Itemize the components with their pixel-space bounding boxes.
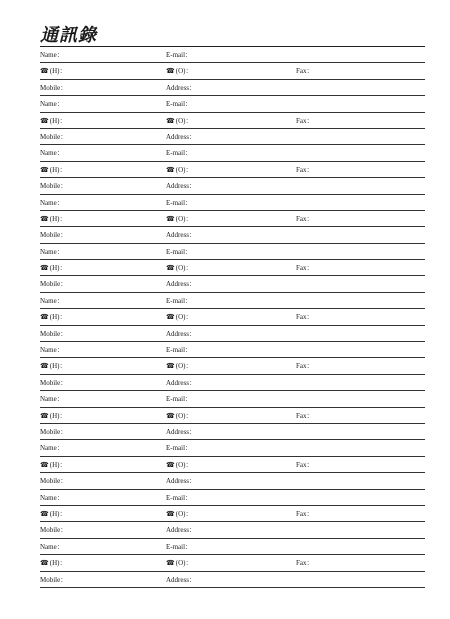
fax-field-label bbox=[296, 211, 314, 227]
home-phone-field-label bbox=[40, 162, 66, 178]
mobile-field-label bbox=[40, 80, 67, 96]
fax-field-label bbox=[296, 260, 314, 276]
office-phone-field-label bbox=[166, 260, 192, 276]
home-phone-field-label bbox=[40, 113, 66, 129]
field-label-text: Fax： bbox=[296, 313, 314, 322]
field-label-text: Name： bbox=[40, 149, 64, 158]
telephone-icon: ☎ bbox=[40, 313, 49, 322]
entry-row-phone bbox=[40, 408, 425, 424]
telephone-icon: ☎ bbox=[40, 509, 49, 518]
mobile-field-label bbox=[40, 178, 67, 194]
telephone-icon: ☎ bbox=[40, 165, 49, 174]
name-field-label bbox=[40, 342, 64, 358]
field-label-text: E-mail： bbox=[166, 51, 193, 59]
email-field-label bbox=[166, 244, 192, 260]
fax-field-label bbox=[296, 457, 314, 473]
contact-entry bbox=[40, 145, 425, 194]
telephone-icon: ☎ bbox=[166, 67, 175, 76]
field-label-text: Mobile： bbox=[40, 378, 68, 387]
entry-row-name bbox=[40, 440, 425, 456]
address-field-label bbox=[166, 572, 196, 588]
name-field-label bbox=[40, 145, 64, 161]
email-field-label bbox=[166, 440, 192, 456]
field-label-text: Address： bbox=[166, 231, 196, 240]
field-label-text: Name： bbox=[40, 198, 64, 207]
home-phone-field-label bbox=[40, 211, 66, 227]
telephone-icon: ☎ bbox=[40, 362, 49, 371]
field-label-text: (O)： bbox=[175, 509, 193, 518]
telephone-icon: ☎ bbox=[166, 559, 175, 568]
field-label-text: (H)： bbox=[49, 362, 67, 371]
office-phone-field-label bbox=[166, 162, 192, 178]
field-label-text: Address： bbox=[166, 526, 196, 535]
entry-row-name bbox=[40, 490, 425, 506]
mobile-field-label bbox=[40, 375, 67, 391]
address-field-label bbox=[166, 129, 196, 145]
contact-entry bbox=[40, 342, 425, 391]
entry-row-name bbox=[40, 293, 425, 309]
field-label-text: Fax： bbox=[296, 509, 314, 518]
address-field-label bbox=[166, 424, 196, 440]
telephone-icon: ☎ bbox=[166, 509, 175, 518]
field-label-text: E-mail： bbox=[166, 149, 193, 158]
field-label-text: Address： bbox=[166, 378, 196, 387]
field-label-text: Fax： bbox=[296, 264, 314, 273]
entry-row-name bbox=[40, 342, 425, 358]
field-label-text: Name： bbox=[40, 296, 64, 305]
telephone-icon: ☎ bbox=[166, 460, 175, 469]
field-label-text: E-mail： bbox=[166, 493, 193, 502]
fax-field-label bbox=[296, 555, 314, 571]
field-label-text: Name： bbox=[40, 444, 64, 453]
page-title: 通訊錄 bbox=[40, 25, 97, 45]
name-field-label bbox=[40, 391, 64, 407]
entry-row-mobile bbox=[40, 227, 425, 243]
home-phone-field-label bbox=[40, 555, 66, 571]
telephone-icon: ☎ bbox=[40, 116, 49, 125]
fax-field-label bbox=[296, 309, 314, 325]
name-field-label bbox=[40, 293, 64, 309]
entry-row-phone bbox=[40, 309, 425, 325]
entry-row-phone bbox=[40, 506, 425, 522]
field-label-text: Address： bbox=[166, 329, 196, 338]
contact-entry bbox=[40, 293, 425, 342]
entry-row-mobile bbox=[40, 80, 425, 96]
name-field-label bbox=[40, 96, 64, 112]
office-phone-field-label bbox=[166, 555, 192, 571]
field-label-text: E-mail： bbox=[166, 296, 193, 305]
field-label-text: (O)： bbox=[175, 165, 193, 174]
field-label-text: Mobile： bbox=[40, 526, 68, 535]
telephone-icon: ☎ bbox=[166, 214, 175, 223]
field-label-text: (H)： bbox=[49, 559, 67, 568]
email-field-label bbox=[166, 145, 192, 161]
entry-row-mobile bbox=[40, 178, 425, 194]
field-label-text: (O)： bbox=[175, 460, 193, 469]
field-label-text: Name： bbox=[40, 395, 64, 404]
contact-entry bbox=[40, 391, 425, 440]
contact-entry bbox=[40, 244, 425, 293]
field-label-text: Name： bbox=[40, 100, 64, 109]
field-label-text: Address： bbox=[166, 132, 196, 141]
mobile-field-label bbox=[40, 572, 67, 588]
entry-row-mobile bbox=[40, 522, 425, 538]
name-field-label bbox=[40, 244, 64, 260]
contact-entry bbox=[40, 440, 425, 489]
telephone-icon: ☎ bbox=[166, 165, 175, 174]
entry-row-name bbox=[40, 96, 425, 112]
entry-row-phone bbox=[40, 260, 425, 276]
entry-row-mobile bbox=[40, 375, 425, 391]
mobile-field-label bbox=[40, 326, 67, 342]
field-label-text: E-mail： bbox=[166, 395, 193, 404]
office-phone-field-label bbox=[166, 211, 192, 227]
field-label-text: Name： bbox=[40, 346, 64, 355]
entry-row-name bbox=[40, 244, 425, 260]
field-label-text: (H)： bbox=[49, 460, 67, 469]
contact-entry bbox=[40, 539, 425, 588]
email-field-label bbox=[166, 490, 192, 506]
name-field-label bbox=[40, 195, 64, 211]
field-label-text: Fax： bbox=[296, 362, 314, 371]
mobile-field-label bbox=[40, 424, 67, 440]
entry-row-mobile bbox=[40, 473, 425, 489]
email-field-label bbox=[166, 47, 192, 63]
home-phone-field-label bbox=[40, 506, 66, 522]
name-field-label bbox=[40, 47, 64, 63]
office-phone-field-label bbox=[166, 358, 192, 374]
fax-field-label bbox=[296, 408, 314, 424]
field-label-text: E-mail： bbox=[166, 247, 193, 256]
field-label-text: E-mail： bbox=[166, 346, 193, 355]
email-field-label bbox=[166, 391, 192, 407]
email-field-label bbox=[166, 539, 192, 555]
home-phone-field-label bbox=[40, 63, 66, 79]
telephone-icon: ☎ bbox=[40, 559, 49, 568]
field-label-text: Name： bbox=[40, 247, 64, 256]
telephone-icon: ☎ bbox=[166, 264, 175, 273]
entry-row-mobile bbox=[40, 326, 425, 342]
entry-row-mobile bbox=[40, 276, 425, 292]
contact-entry bbox=[40, 195, 425, 244]
field-label-text: (O)： bbox=[175, 559, 193, 568]
entry-list bbox=[40, 47, 425, 588]
entry-row-mobile bbox=[40, 572, 425, 588]
field-label-text: Mobile： bbox=[40, 182, 68, 191]
field-label-text: Fax： bbox=[296, 214, 314, 223]
field-label-text: Fax： bbox=[296, 411, 314, 420]
field-label-text: Address： bbox=[166, 182, 196, 191]
office-phone-field-label bbox=[166, 113, 192, 129]
telephone-icon: ☎ bbox=[40, 67, 49, 76]
entry-row-name bbox=[40, 539, 425, 555]
entry-row-name bbox=[40, 47, 425, 63]
entry-row-phone bbox=[40, 211, 425, 227]
mobile-field-label bbox=[40, 129, 67, 145]
mobile-field-label bbox=[40, 522, 67, 538]
office-phone-field-label bbox=[166, 457, 192, 473]
email-field-label bbox=[166, 342, 192, 358]
telephone-icon: ☎ bbox=[166, 362, 175, 371]
office-phone-field-label bbox=[166, 506, 192, 522]
office-phone-field-label bbox=[166, 63, 192, 79]
field-label-text: (O)： bbox=[175, 264, 193, 273]
field-label-text: Mobile： bbox=[40, 132, 68, 141]
field-label-text: Fax： bbox=[296, 165, 314, 174]
contact-entry bbox=[40, 490, 425, 539]
field-label-text: (O)： bbox=[175, 116, 193, 125]
telephone-icon: ☎ bbox=[40, 264, 49, 273]
mobile-field-label bbox=[40, 276, 67, 292]
field-label-text: Mobile： bbox=[40, 83, 68, 92]
field-label-text: Fax： bbox=[296, 559, 314, 568]
field-label-text: Fax： bbox=[296, 67, 314, 76]
email-field-label bbox=[166, 195, 192, 211]
field-label-text: Address： bbox=[166, 83, 196, 92]
entry-row-phone bbox=[40, 555, 425, 571]
entry-row-phone bbox=[40, 113, 425, 129]
field-label-text: (O)： bbox=[175, 214, 193, 223]
fax-field-label bbox=[296, 113, 314, 129]
field-label-text: (O)： bbox=[175, 362, 193, 371]
name-field-label bbox=[40, 490, 64, 506]
field-label-text: (H)： bbox=[49, 411, 67, 420]
telephone-icon: ☎ bbox=[166, 411, 175, 420]
address-field-label bbox=[166, 473, 196, 489]
field-label-text: Mobile： bbox=[40, 575, 68, 584]
contact-entry bbox=[40, 47, 425, 96]
contact-entry bbox=[40, 96, 425, 145]
telephone-icon: ☎ bbox=[166, 313, 175, 322]
field-label-text: Mobile： bbox=[40, 280, 68, 289]
field-label-text: Mobile： bbox=[40, 477, 68, 486]
telephone-icon: ☎ bbox=[166, 116, 175, 125]
field-label-text: (H)： bbox=[49, 509, 67, 518]
address-field-label bbox=[166, 178, 196, 194]
field-label-text: Name： bbox=[40, 542, 64, 551]
field-label-text: Mobile： bbox=[40, 329, 68, 338]
entry-row-name bbox=[40, 195, 425, 211]
home-phone-field-label bbox=[40, 358, 66, 374]
field-label-text: (H)： bbox=[49, 165, 67, 174]
entry-row-name bbox=[40, 145, 425, 161]
home-phone-field-label bbox=[40, 457, 66, 473]
name-field-label bbox=[40, 539, 64, 555]
field-label-text: (H)： bbox=[49, 67, 67, 76]
entry-row-phone bbox=[40, 162, 425, 178]
field-label-text: E-mail： bbox=[166, 444, 193, 453]
address-field-label bbox=[166, 276, 196, 292]
field-label-text: Fax： bbox=[296, 116, 314, 125]
fax-field-label bbox=[296, 63, 314, 79]
home-phone-field-label bbox=[40, 260, 66, 276]
field-label-text: Address： bbox=[166, 280, 196, 289]
field-label-text: E-mail： bbox=[166, 198, 193, 207]
entry-row-phone bbox=[40, 358, 425, 374]
office-phone-field-label bbox=[166, 309, 192, 325]
field-label-text: E-mail： bbox=[166, 100, 193, 109]
field-label-text: Name： bbox=[40, 493, 64, 502]
office-phone-field-label bbox=[166, 408, 192, 424]
address-field-label bbox=[166, 375, 196, 391]
field-label-text: Mobile： bbox=[40, 231, 68, 240]
address-field-label bbox=[166, 80, 196, 96]
email-field-label bbox=[166, 96, 192, 112]
field-label-text: (H)： bbox=[49, 264, 67, 273]
telephone-icon: ☎ bbox=[40, 460, 49, 469]
entry-row-mobile bbox=[40, 424, 425, 440]
address-field-label bbox=[166, 326, 196, 342]
field-label-text: (H)： bbox=[49, 214, 67, 223]
address-field-label bbox=[166, 227, 196, 243]
field-label-text: Fax： bbox=[296, 460, 314, 469]
fax-field-label bbox=[296, 358, 314, 374]
field-label-text: (H)： bbox=[49, 116, 67, 125]
field-label-text: Address： bbox=[166, 575, 196, 584]
field-label-text: E-mail： bbox=[166, 542, 193, 551]
telephone-icon: ☎ bbox=[40, 411, 49, 420]
fax-field-label bbox=[296, 162, 314, 178]
field-label-text: Name： bbox=[40, 51, 64, 59]
mobile-field-label bbox=[40, 227, 67, 243]
entry-row-mobile bbox=[40, 129, 425, 145]
telephone-icon: ☎ bbox=[40, 214, 49, 223]
field-label-text: Address： bbox=[166, 427, 196, 436]
field-label-text: Mobile： bbox=[40, 427, 68, 436]
name-field-label bbox=[40, 440, 64, 456]
email-field-label bbox=[166, 293, 192, 309]
entry-row-phone bbox=[40, 63, 425, 79]
fax-field-label bbox=[296, 506, 314, 522]
field-label-text: (H)： bbox=[49, 313, 67, 322]
address-field-label bbox=[166, 522, 196, 538]
field-label-text: (O)： bbox=[175, 313, 193, 322]
home-phone-field-label bbox=[40, 408, 66, 424]
mobile-field-label bbox=[40, 473, 67, 489]
entry-row-phone bbox=[40, 457, 425, 473]
home-phone-field-label bbox=[40, 309, 66, 325]
entry-row-name bbox=[40, 391, 425, 407]
field-label-text: (O)： bbox=[175, 411, 193, 420]
field-label-text: (O)： bbox=[175, 67, 193, 76]
field-label-text: Address： bbox=[166, 477, 196, 486]
